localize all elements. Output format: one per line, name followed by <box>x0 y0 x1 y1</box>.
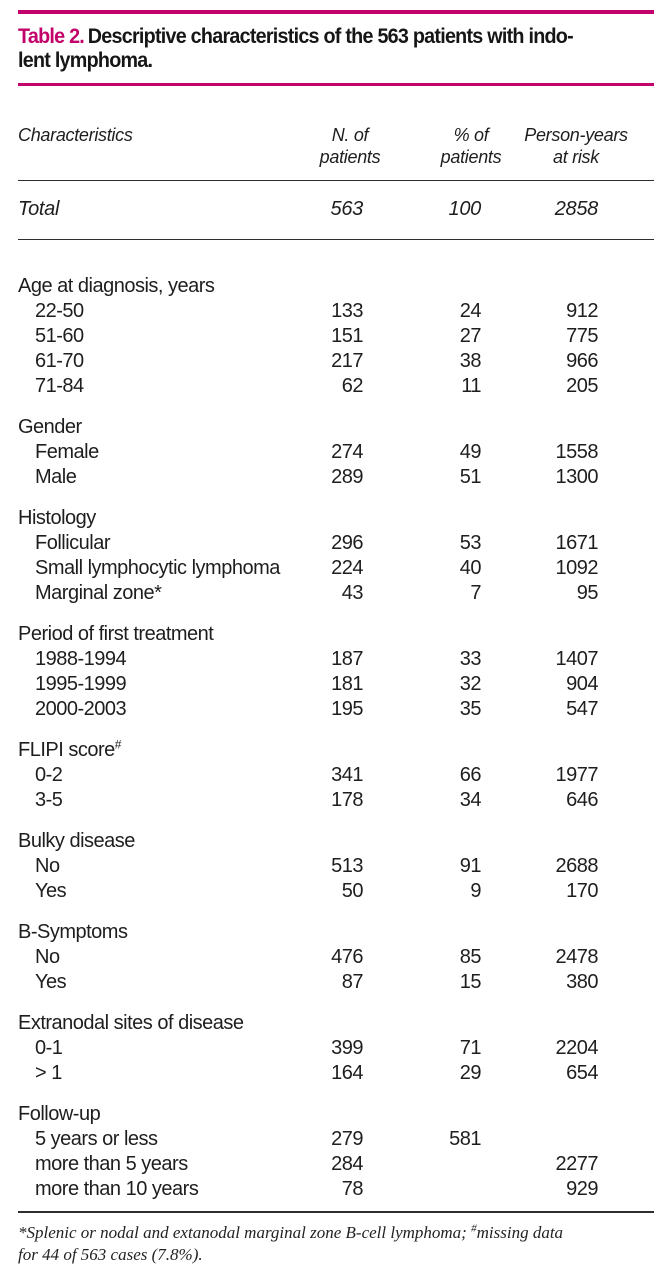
row-label: Marginal zone* <box>35 582 162 604</box>
cell-n-patients: 289 <box>331 466 363 488</box>
cell-n-patients: 279 <box>331 1128 363 1150</box>
cell-pct-patients: 40 <box>459 557 481 579</box>
cell-pct-patients <box>398 1152 520 1177</box>
col-header-py-line1: Person-years <box>524 125 628 145</box>
section-header-text: Histology <box>18 507 96 529</box>
cell-pct-patients: 29 <box>459 1062 481 1084</box>
table-row <box>18 945 654 970</box>
cell-n-patients: 43 <box>341 582 363 604</box>
cell-person-years: 1977 <box>555 764 598 786</box>
caption-line1: Descriptive characteristics of the 563 patients with indo- <box>87 25 573 48</box>
section-row-age <box>18 240 654 300</box>
cell-pct-patients: 11 <box>461 375 481 397</box>
cell-n-patients: 178 <box>331 789 363 811</box>
section-row-gender <box>18 399 654 440</box>
cell-person-years <box>520 1127 654 1152</box>
table-row <box>18 324 654 349</box>
section-header <box>18 399 654 440</box>
table-row <box>18 531 654 556</box>
cell-pct-patients: 9 <box>470 880 481 902</box>
col-header-pct-line1: % of <box>453 125 489 145</box>
cell-person-years: 904 <box>566 673 598 695</box>
table-row <box>18 1061 654 1086</box>
section-row-bulky <box>18 813 654 854</box>
cell-person-years: 1092 <box>555 557 598 579</box>
section-header-sup: # <box>114 737 122 752</box>
cell-person-years: 1558 <box>555 441 598 463</box>
table-row <box>18 556 654 581</box>
row-label: 71-84 <box>35 375 84 397</box>
section-header <box>18 722 654 763</box>
caption-line2: lent lymphoma. <box>18 49 153 72</box>
row-label: > 1 <box>35 1062 62 1084</box>
total-pct-patients: 100 <box>398 181 520 240</box>
cell-pct-patients: 24 <box>459 300 481 322</box>
section-header-text: Follow-up <box>18 1103 101 1125</box>
cell-pct-patients: 581 <box>449 1128 481 1150</box>
cell-person-years: 1407 <box>555 648 598 670</box>
row-label: 1988-1994 <box>35 648 127 670</box>
row-label: Male <box>35 466 77 488</box>
footnote-rule <box>18 1211 654 1213</box>
cell-pct-patients: 53 <box>459 532 481 554</box>
cell-person-years: 912 <box>566 300 598 322</box>
section-row-histology <box>18 490 654 531</box>
table-body <box>18 181 654 1203</box>
table-row <box>18 854 654 879</box>
row-label: 2000-2003 <box>35 698 127 720</box>
cell-pct-patients: 66 <box>459 764 481 786</box>
cell-pct-patients: 49 <box>459 441 481 463</box>
section-header <box>18 606 654 647</box>
total-n-patients: 563 <box>288 181 398 240</box>
section-header-text: Gender <box>18 416 82 438</box>
row-label: Follicular <box>35 532 111 554</box>
section-row-followup <box>18 1086 654 1127</box>
cell-person-years: 547 <box>566 698 598 720</box>
cell-n-patients: 78 <box>341 1178 363 1200</box>
row-label: 5 years or less <box>35 1128 158 1150</box>
table-row <box>18 879 654 904</box>
col-header-person-years <box>520 86 654 181</box>
characteristics-table <box>18 86 654 1202</box>
col-header-n-patients <box>288 86 398 181</box>
table-row <box>18 788 654 813</box>
cell-n-patients: 133 <box>331 300 363 322</box>
cell-person-years: 775 <box>566 325 598 347</box>
section-header-text: B-Symptoms <box>18 921 128 943</box>
cell-pct-patients: 33 <box>459 648 481 670</box>
cell-pct-patients: 27 <box>459 325 481 347</box>
cell-n-patients: 195 <box>331 698 363 720</box>
row-label: more than 5 years <box>35 1153 188 1175</box>
table-row <box>18 697 654 722</box>
header-row <box>18 86 654 181</box>
section-header-text: FLIPI score <box>18 739 115 761</box>
cell-n-patients: 513 <box>331 855 363 877</box>
cell-n-patients: 399 <box>331 1037 363 1059</box>
total-label: Total <box>18 181 288 240</box>
section-row-bsymptoms <box>18 904 654 945</box>
total-person-years: 2858 <box>520 181 654 240</box>
cell-pct-patients: 85 <box>459 946 481 968</box>
table-row <box>18 349 654 374</box>
row-label: 1995-1999 <box>35 673 127 695</box>
cell-person-years: 2277 <box>555 1153 598 1175</box>
table-caption <box>18 25 616 73</box>
section-header <box>18 904 654 945</box>
cell-n-patients: 87 <box>341 971 363 993</box>
row-label: 51-60 <box>35 325 84 347</box>
table-row <box>18 970 654 995</box>
row-label: more than 10 years <box>35 1178 199 1200</box>
cell-person-years: 95 <box>576 582 598 604</box>
top-accent-rule <box>18 10 654 14</box>
footnote-hash-sup: # <box>471 1221 477 1234</box>
cell-pct-patients: 71 <box>459 1037 481 1059</box>
cell-n-patients: 341 <box>331 764 363 786</box>
table-row <box>18 581 654 606</box>
cell-pct-patients: 91 <box>459 855 481 877</box>
section-header <box>18 490 654 531</box>
cell-pct-patients: 35 <box>459 698 481 720</box>
cell-pct-patients: 38 <box>459 350 481 372</box>
cell-n-patients: 181 <box>331 673 363 695</box>
cell-person-years: 654 <box>566 1062 598 1084</box>
cell-n-patients: 187 <box>331 648 363 670</box>
cell-pct-patients: 7 <box>470 582 481 604</box>
cell-n-patients: 151 <box>331 325 363 347</box>
section-header-text: Extranodal sites of disease <box>18 1012 244 1034</box>
section-header-text: Bulky disease <box>18 830 135 852</box>
section-header <box>18 995 654 1036</box>
table-header <box>18 86 654 181</box>
row-label: No <box>35 946 60 968</box>
row-label: 0-1 <box>35 1037 63 1059</box>
cell-n-patients: 217 <box>331 350 363 372</box>
cell-person-years: 2688 <box>555 855 598 877</box>
cell-person-years: 966 <box>566 350 598 372</box>
col-header-py-line2: at risk <box>553 147 599 167</box>
table-row <box>18 1152 654 1177</box>
section-header-text: Age at diagnosis, years <box>18 275 215 297</box>
footnote-line1-rest: missing data <box>476 1222 564 1242</box>
cell-pct-patients: 34 <box>459 789 481 811</box>
col-header-n-line1: N. of <box>331 125 369 145</box>
row-label: Yes <box>35 880 67 902</box>
cell-n-patients: 164 <box>331 1062 363 1084</box>
total-row <box>18 181 654 240</box>
section-header-text: Period of first treatment <box>18 623 214 645</box>
table-row <box>18 763 654 788</box>
col-header-pct-line2: patients <box>440 147 502 167</box>
cell-n-patients: 476 <box>331 946 363 968</box>
cell-person-years: 929 <box>566 1178 598 1200</box>
table-row <box>18 647 654 672</box>
cell-person-years: 2478 <box>555 946 598 968</box>
table-row <box>18 1177 654 1202</box>
table-row <box>18 299 654 324</box>
cell-n-patients: 50 <box>341 880 363 902</box>
col-header-characteristics: Characteristics <box>18 86 288 181</box>
cell-person-years: 205 <box>566 375 598 397</box>
table-row <box>18 374 654 399</box>
cell-person-years: 170 <box>566 880 598 902</box>
table-row <box>18 1036 654 1061</box>
cell-person-years: 1300 <box>555 466 598 488</box>
cell-pct-patients: 51 <box>459 466 481 488</box>
table-row <box>18 465 654 490</box>
table-row <box>18 672 654 697</box>
table-number: Table 2. <box>18 25 85 48</box>
table-row <box>18 1127 654 1152</box>
cell-n-patients: 296 <box>331 532 363 554</box>
section-row-flipi <box>18 722 654 763</box>
row-label: Small lymphocytic lymphoma <box>35 557 280 579</box>
cell-person-years: 1671 <box>555 532 598 554</box>
table-footnote <box>18 1222 654 1266</box>
col-header-pct-patients <box>398 86 520 181</box>
cell-person-years: 380 <box>566 971 598 993</box>
cell-n-patients: 274 <box>331 441 363 463</box>
row-label: Female <box>35 441 99 463</box>
cell-n-patients: 62 <box>341 375 363 397</box>
row-label: Yes <box>35 971 67 993</box>
section-row-period <box>18 606 654 647</box>
cell-n-patients: 224 <box>331 557 363 579</box>
table-row <box>18 440 654 465</box>
section-header <box>18 813 654 854</box>
row-label: 61-70 <box>35 350 84 372</box>
row-label: 0-2 <box>35 764 63 786</box>
cell-pct-patients: 32 <box>459 673 481 695</box>
footnote-line2: for 44 of 563 cases (7.8%). <box>18 1244 203 1264</box>
cell-n-patients: 284 <box>331 1153 363 1175</box>
row-label: No <box>35 855 60 877</box>
footnote-line1-text: *Splenic or nodal and extanodal marginal zone B-cell lymphoma; <box>18 1222 472 1242</box>
cell-person-years: 2204 <box>555 1037 598 1059</box>
cell-pct-patients: 15 <box>459 971 481 993</box>
section-header <box>18 240 654 300</box>
section-header <box>18 1086 654 1127</box>
col-header-n-line2: patients <box>319 147 381 167</box>
row-label: 22-50 <box>35 300 84 322</box>
section-row-extranodal <box>18 995 654 1036</box>
row-label: 3-5 <box>35 789 63 811</box>
cell-pct-patients <box>398 1177 520 1202</box>
cell-person-years: 646 <box>566 789 598 811</box>
